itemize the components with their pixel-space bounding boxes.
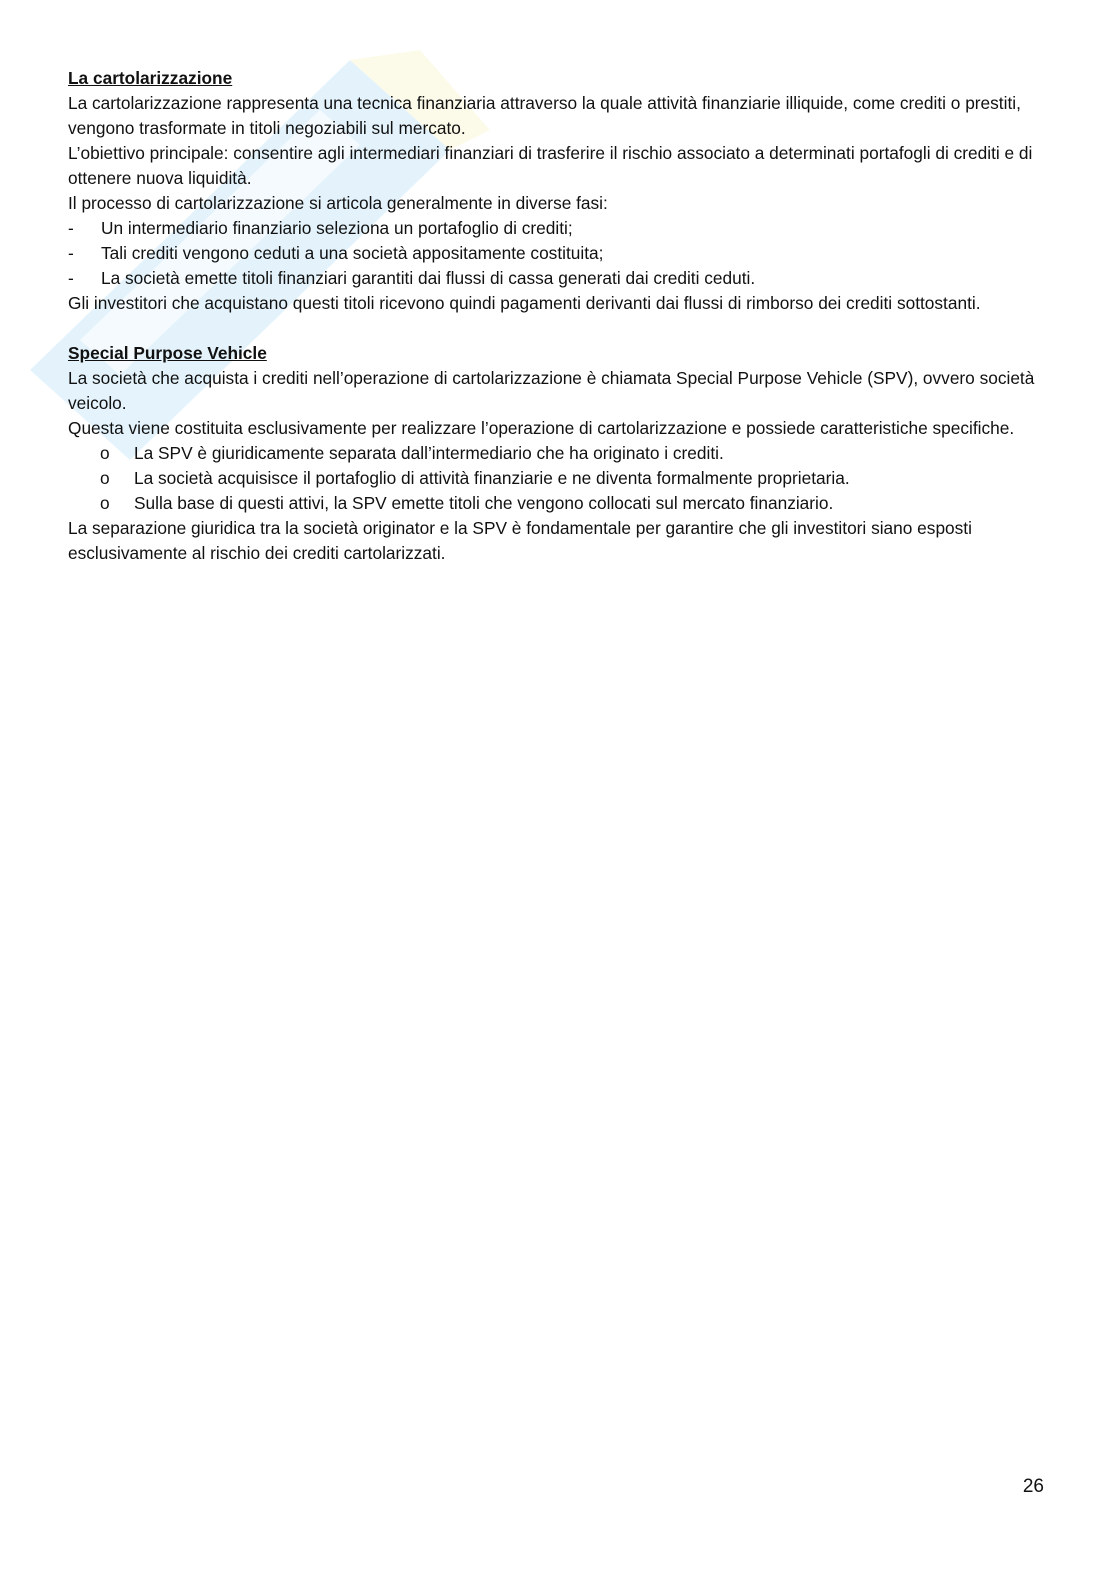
section-spacer: [68, 316, 1043, 341]
list-item-text: Sulla base di questi attivi, la SPV emette titoli che vengono collocati sul mercato finanziario.: [134, 493, 834, 513]
paragraph: La separazione giuridica tra la società originator e la SPV è fondamentale per garantire che gli investitori siano esposti esclusivamente al rischio dei crediti cartolarizzati.: [68, 518, 972, 563]
page-number: 26: [1022, 1476, 1044, 1497]
paragraph: Gli investitori che acquistano questi titoli ricevono quindi pagamenti derivanti dai flussi di rimborso dei crediti sottostanti.: [68, 293, 981, 313]
list-item-text: Un intermediario finanziario seleziona un portafoglio di crediti;: [101, 218, 573, 238]
circle-bullet: o: [100, 468, 110, 488]
paragraph: La società che acquista i crediti nell’operazione di cartolarizzazione è chiamata Special Purpose Vehicle (SPV), ovvero società veicolo.: [68, 368, 1035, 413]
circle-bullet: o: [100, 443, 110, 463]
dash-bullet: -: [68, 218, 74, 238]
list-item: [68, 266, 1043, 291]
section-title: La cartolarizzazione: [68, 68, 233, 88]
dash-bullet: -: [68, 243, 74, 263]
section-title: Special Purpose Vehicle: [68, 343, 267, 363]
paragraph: Il processo di cartolarizzazione si articola generalmente in diverse fasi:: [68, 193, 608, 213]
list-item: [68, 491, 1043, 516]
list-item: [68, 466, 1043, 491]
paragraph: L’obiettivo principale: consentire agli intermediari finanziari di trasferire il rischio associato a determinati portafogli di crediti e di ottenere nuova liquidità.: [68, 143, 1033, 188]
list-item-text: La società emette titoli finanziari garantiti dai flussi di cassa generati dai crediti ceduti.: [101, 268, 756, 288]
list-item: [68, 441, 1043, 466]
list-item-text: La società acquisisce il portafoglio di attività finanziarie e ne diventa formalmente proprietaria.: [134, 468, 850, 488]
list-item-text: La SPV è giuridicamente separata dall’intermediario che ha originato i crediti.: [134, 443, 724, 463]
phase-list: [68, 216, 1043, 291]
section-cartolarizzazione: [68, 66, 1043, 316]
section-spv: [68, 341, 1043, 566]
list-item: [68, 216, 1043, 241]
document-body: [68, 66, 1043, 566]
list-item: [68, 241, 1043, 266]
paragraph: La cartolarizzazione rappresenta una tecnica finanziaria attraverso la quale attività finanziarie illiquide, come crediti o prestiti, vengono trasformate in titoli negoziabili sul mercato.: [68, 93, 1021, 138]
dash-bullet: -: [68, 268, 74, 288]
list-item-text: Tali crediti vengono ceduti a una società appositamente costituita;: [101, 243, 604, 263]
circle-bullet: o: [100, 493, 110, 513]
spv-features-list: [68, 441, 1043, 516]
paragraph: Questa viene costituita esclusivamente per realizzare l’operazione di cartolarizzazione e possiede caratteristiche specifiche.: [68, 418, 1015, 438]
